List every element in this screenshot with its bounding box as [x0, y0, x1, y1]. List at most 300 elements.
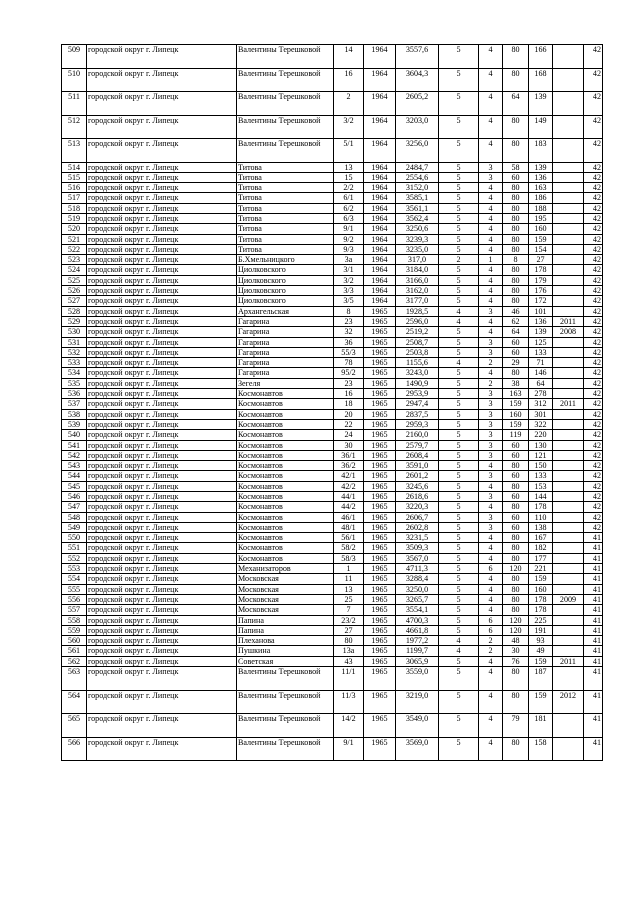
repair-year-cell [553, 368, 584, 378]
residents-cell: 181 [529, 714, 553, 738]
months-cell: 41 [584, 625, 603, 635]
repair-year-cell [553, 286, 584, 296]
floors-cell: 5 [439, 419, 479, 429]
entrances-cell: 6 [479, 564, 503, 574]
area-cell: 3250,0 [396, 584, 439, 594]
entrances-cell: 4 [479, 584, 503, 594]
house-number-cell: 46/1 [334, 512, 364, 522]
area-cell: 2579,7 [396, 440, 439, 450]
municipality-cell: городской округ г. Липецк [87, 737, 237, 761]
house-number-cell: 95/2 [334, 368, 364, 378]
row-number-cell: 523 [62, 255, 87, 265]
build-year-cell: 1965 [364, 605, 396, 615]
row-number-cell: 560 [62, 636, 87, 646]
street-cell: Московская [237, 605, 334, 615]
floors-cell: 5 [439, 450, 479, 460]
municipality-cell: городской округ г. Липецк [87, 667, 237, 691]
street-cell: Гагарина [237, 358, 334, 368]
row-number-cell: 565 [62, 714, 87, 738]
apartments-cell: 80 [503, 224, 529, 234]
row-number-cell: 516 [62, 183, 87, 193]
build-year-cell: 1965 [364, 471, 396, 481]
house-number-cell: 36/1 [334, 450, 364, 460]
street-cell: Космонавтов [237, 471, 334, 481]
municipality-cell: городской округ г. Липецк [87, 347, 237, 357]
entrances-cell: 3 [479, 409, 503, 419]
build-year-cell: 1964 [364, 265, 396, 275]
area-cell: 3585,1 [396, 193, 439, 203]
months-cell: 42 [584, 409, 603, 419]
table-row [62, 584, 603, 594]
residents-cell: 101 [529, 306, 553, 316]
repair-year-cell [553, 512, 584, 522]
area-cell: 3177,0 [396, 296, 439, 306]
municipality-cell: городской округ г. Липецк [87, 564, 237, 574]
street-cell: Б.Хмельницкого [237, 255, 334, 265]
area-cell: 3265,7 [396, 594, 439, 604]
row-number-cell: 525 [62, 275, 87, 285]
build-year-cell: 1964 [364, 296, 396, 306]
build-year-cell: 1965 [364, 399, 396, 409]
area-cell: 2947,4 [396, 399, 439, 409]
build-year-cell: 1965 [364, 481, 396, 491]
area-cell: 3243,0 [396, 368, 439, 378]
floors-cell: 2 [439, 255, 479, 265]
apartments-cell: 159 [503, 419, 529, 429]
house-number-cell: 25 [334, 594, 364, 604]
municipality-cell: городской округ г. Липецк [87, 553, 237, 563]
row-number-cell: 556 [62, 594, 87, 604]
row-number-cell: 545 [62, 481, 87, 491]
house-number-cell: 3/5 [334, 296, 364, 306]
residents-cell: 93 [529, 636, 553, 646]
entrances-cell: 4 [479, 605, 503, 615]
municipality-cell: городской округ г. Липецк [87, 656, 237, 666]
floors-cell: 5 [439, 115, 479, 139]
row-number-cell: 532 [62, 347, 87, 357]
area-cell: 1977,2 [396, 636, 439, 646]
street-cell: Титова [237, 203, 334, 213]
house-number-cell: 32 [334, 327, 364, 337]
months-cell: 42 [584, 430, 603, 440]
floors-cell: 5 [439, 389, 479, 399]
area-cell: 2837,5 [396, 409, 439, 419]
house-number-cell: 13 [334, 584, 364, 594]
house-number-cell: 3/2 [334, 275, 364, 285]
entrances-cell: 4 [479, 139, 503, 163]
residents-cell: 221 [529, 564, 553, 574]
repair-year-cell [553, 306, 584, 316]
repair-year-cell [553, 584, 584, 594]
build-year-cell: 1964 [364, 213, 396, 223]
residents-cell: 177 [529, 553, 553, 563]
house-number-cell: 13 [334, 162, 364, 172]
street-cell: Московская [237, 584, 334, 594]
municipality-cell: городской округ г. Липецк [87, 461, 237, 471]
residents-cell: 144 [529, 492, 553, 502]
months-cell: 42 [584, 461, 603, 471]
municipality-cell: городской округ г. Липецк [87, 440, 237, 450]
street-cell: Космонавтов [237, 409, 334, 419]
apartments-cell: 80 [503, 286, 529, 296]
entrances-cell: 2 [479, 378, 503, 388]
area-cell: 2601,2 [396, 471, 439, 481]
area-cell: 3549,0 [396, 714, 439, 738]
months-cell: 41 [584, 667, 603, 691]
apartments-cell: 80 [503, 543, 529, 553]
municipality-cell: городской округ г. Липецк [87, 450, 237, 460]
entrances-cell: 4 [479, 574, 503, 584]
months-cell: 41 [584, 574, 603, 584]
months-cell: 42 [584, 286, 603, 296]
area-cell: 2959,3 [396, 419, 439, 429]
table-row [62, 115, 603, 139]
table-row [62, 471, 603, 481]
repair-year-cell [553, 440, 584, 450]
build-year-cell: 1965 [364, 553, 396, 563]
street-cell: Московская [237, 574, 334, 584]
municipality-cell: городской округ г. Липецк [87, 139, 237, 163]
street-cell: Космонавтов [237, 522, 334, 532]
table-row [62, 68, 603, 92]
area-cell: 2596,0 [396, 316, 439, 326]
months-cell: 42 [584, 471, 603, 481]
municipality-cell: городской округ г. Липецк [87, 646, 237, 656]
floors-cell: 5 [439, 605, 479, 615]
street-cell: Папина [237, 615, 334, 625]
entrances-cell: 4 [479, 543, 503, 553]
build-year-cell: 1965 [364, 389, 396, 399]
build-year-cell: 1965 [364, 378, 396, 388]
area-cell: 3557,6 [396, 45, 439, 69]
repair-year-cell [553, 234, 584, 244]
street-cell: Титова [237, 193, 334, 203]
apartments-cell: 80 [503, 594, 529, 604]
months-cell: 42 [584, 450, 603, 460]
apartments-cell: 80 [503, 296, 529, 306]
entrances-cell: 3 [479, 430, 503, 440]
area-cell: 3203,0 [396, 115, 439, 139]
municipality-cell: городской округ г. Липецк [87, 213, 237, 223]
municipality-cell: городской округ г. Липецк [87, 615, 237, 625]
house-number-cell: 6/1 [334, 193, 364, 203]
area-cell: 4661,8 [396, 625, 439, 635]
area-cell: 3239,3 [396, 234, 439, 244]
months-cell: 41 [584, 553, 603, 563]
apartments-cell: 79 [503, 714, 529, 738]
table-row [62, 646, 603, 656]
municipality-cell: городской округ г. Липецк [87, 605, 237, 615]
floors-cell: 5 [439, 139, 479, 163]
area-cell: 2602,8 [396, 522, 439, 532]
table-row [62, 45, 603, 69]
floors-cell: 5 [439, 667, 479, 691]
area-cell: 3152,0 [396, 183, 439, 193]
area-cell: 3245,6 [396, 481, 439, 491]
floors-cell: 5 [439, 224, 479, 234]
entrances-cell: 4 [479, 92, 503, 116]
apartments-cell: 64 [503, 92, 529, 116]
row-number-cell: 554 [62, 574, 87, 584]
street-cell: Архангельская [237, 306, 334, 316]
build-year-cell: 1965 [364, 512, 396, 522]
area-cell: 3235,0 [396, 244, 439, 254]
row-number-cell: 542 [62, 450, 87, 460]
repair-year-cell [553, 492, 584, 502]
apartments-cell: 80 [503, 244, 529, 254]
entrances-cell: 3 [479, 522, 503, 532]
municipality-cell: городской округ г. Липецк [87, 522, 237, 532]
house-number-cell: 42/1 [334, 471, 364, 481]
residents-cell: 178 [529, 265, 553, 275]
street-cell: Космонавтов [237, 553, 334, 563]
entrances-cell: 4 [479, 368, 503, 378]
house-number-cell: 6/2 [334, 203, 364, 213]
residents-cell: 64 [529, 378, 553, 388]
repair-year-cell [553, 162, 584, 172]
build-year-cell: 1965 [364, 574, 396, 584]
apartments-cell: 60 [503, 337, 529, 347]
area-cell: 3561,1 [396, 203, 439, 213]
entrances-cell: 4 [479, 183, 503, 193]
floors-cell: 5 [439, 203, 479, 213]
build-year-cell: 1965 [364, 584, 396, 594]
apartments-cell: 58 [503, 162, 529, 172]
table-row [62, 625, 603, 635]
table-row [62, 162, 603, 172]
table-row [62, 193, 603, 203]
residents-cell: 150 [529, 461, 553, 471]
residents-cell: 322 [529, 419, 553, 429]
build-year-cell: 1964 [364, 224, 396, 234]
area-cell: 1199,7 [396, 646, 439, 656]
table-row [62, 512, 603, 522]
repair-year-cell: 2011 [553, 399, 584, 409]
floors-cell: 5 [439, 378, 479, 388]
table-row [62, 378, 603, 388]
house-number-cell: 11 [334, 574, 364, 584]
months-cell: 41 [584, 690, 603, 714]
residents-cell: 178 [529, 605, 553, 615]
table-row [62, 419, 603, 429]
municipality-cell: городской округ г. Липецк [87, 275, 237, 285]
row-number-cell: 550 [62, 533, 87, 543]
repair-year-cell [553, 244, 584, 254]
build-year-cell: 1965 [364, 646, 396, 656]
house-number-cell: 3/1 [334, 265, 364, 275]
row-number-cell: 553 [62, 564, 87, 574]
build-year-cell: 1964 [364, 203, 396, 213]
build-year-cell: 1964 [364, 172, 396, 182]
residents-cell: 195 [529, 213, 553, 223]
municipality-cell: городской округ г. Липецк [87, 45, 237, 69]
municipality-cell: городской округ г. Липецк [87, 502, 237, 512]
residents-cell: 178 [529, 594, 553, 604]
months-cell: 42 [584, 306, 603, 316]
street-cell: Космонавтов [237, 512, 334, 522]
repair-year-cell [553, 737, 584, 761]
apartments-cell: 80 [503, 553, 529, 563]
house-number-cell: 16 [334, 389, 364, 399]
table-row [62, 389, 603, 399]
table-row [62, 203, 603, 213]
months-cell: 41 [584, 584, 603, 594]
apartments-cell: 120 [503, 625, 529, 635]
row-number-cell: 557 [62, 605, 87, 615]
entrances-cell: 4 [479, 502, 503, 512]
floors-cell: 5 [439, 327, 479, 337]
residents-cell: 220 [529, 430, 553, 440]
apartments-cell: 80 [503, 234, 529, 244]
entrances-cell: 4 [479, 45, 503, 69]
build-year-cell: 1964 [364, 68, 396, 92]
house-number-cell: 44/2 [334, 502, 364, 512]
street-cell: Гагарина [237, 327, 334, 337]
row-number-cell: 519 [62, 213, 87, 223]
table-row [62, 430, 603, 440]
row-number-cell: 515 [62, 172, 87, 182]
repair-year-cell [553, 224, 584, 234]
table-row [62, 615, 603, 625]
floors-cell: 5 [439, 45, 479, 69]
repair-year-cell [553, 553, 584, 563]
area-cell: 4711,3 [396, 564, 439, 574]
months-cell: 41 [584, 605, 603, 615]
floors-cell: 4 [439, 646, 479, 656]
months-cell: 42 [584, 213, 603, 223]
residents-cell: 149 [529, 115, 553, 139]
street-cell: Зегеля [237, 378, 334, 388]
months-cell: 42 [584, 224, 603, 234]
floors-cell: 4 [439, 316, 479, 326]
floors-cell: 5 [439, 553, 479, 563]
build-year-cell: 1965 [364, 636, 396, 646]
table-row [62, 316, 603, 326]
house-number-cell: 6/3 [334, 213, 364, 223]
street-cell: Валентины Терешковой [237, 139, 334, 163]
entrances-cell: 2 [479, 636, 503, 646]
municipality-cell: городской округ г. Липецк [87, 574, 237, 584]
table-row [62, 183, 603, 193]
build-year-cell: 1965 [364, 564, 396, 574]
row-number-cell: 549 [62, 522, 87, 532]
apartments-cell: 60 [503, 471, 529, 481]
apartments-cell: 48 [503, 636, 529, 646]
row-number-cell: 558 [62, 615, 87, 625]
house-number-cell: 9/1 [334, 737, 364, 761]
residents-cell: 191 [529, 625, 553, 635]
entrances-cell: 2 [479, 646, 503, 656]
apartments-cell: 60 [503, 492, 529, 502]
table-row [62, 656, 603, 666]
municipality-cell: городской округ г. Липецк [87, 690, 237, 714]
repair-year-cell [553, 450, 584, 460]
street-cell: Космонавтов [237, 492, 334, 502]
row-number-cell: 527 [62, 296, 87, 306]
residents-cell: 146 [529, 368, 553, 378]
residents-cell: 133 [529, 471, 553, 481]
floors-cell: 5 [439, 690, 479, 714]
build-year-cell: 1965 [364, 450, 396, 460]
entrances-cell: 3 [479, 389, 503, 399]
build-year-cell: 1965 [364, 316, 396, 326]
house-number-cell: 14 [334, 45, 364, 69]
apartments-cell: 30 [503, 646, 529, 656]
repair-year-cell [553, 714, 584, 738]
floors-cell: 5 [439, 574, 479, 584]
house-number-cell: 42/2 [334, 481, 364, 491]
street-cell: Гагарина [237, 316, 334, 326]
residents-cell: 225 [529, 615, 553, 625]
street-cell: Космонавтов [237, 450, 334, 460]
apartments-cell: 80 [503, 461, 529, 471]
municipality-cell: городской округ г. Липецк [87, 183, 237, 193]
table-row [62, 306, 603, 316]
street-cell: Валентины Терешковой [237, 92, 334, 116]
repair-year-cell [553, 193, 584, 203]
house-number-cell: 2/2 [334, 183, 364, 193]
build-year-cell: 1965 [364, 347, 396, 357]
floors-cell: 5 [439, 471, 479, 481]
house-number-cell: 11/3 [334, 690, 364, 714]
months-cell: 42 [584, 502, 603, 512]
municipality-cell: городской округ г. Липецк [87, 714, 237, 738]
row-number-cell: 548 [62, 512, 87, 522]
area-cell: 3250,6 [396, 224, 439, 234]
floors-cell: 5 [439, 737, 479, 761]
build-year-cell: 1965 [364, 714, 396, 738]
municipality-cell: городской округ г. Липецк [87, 512, 237, 522]
build-year-cell: 1965 [364, 533, 396, 543]
entrances-cell: 4 [479, 533, 503, 543]
months-cell: 41 [584, 564, 603, 574]
street-cell: Титова [237, 162, 334, 172]
street-cell: Космонавтов [237, 543, 334, 553]
repair-year-cell [553, 625, 584, 635]
build-year-cell: 1965 [364, 358, 396, 368]
floors-cell: 5 [439, 502, 479, 512]
entrances-cell: 4 [479, 296, 503, 306]
entrances-cell: 3 [479, 450, 503, 460]
floors-cell: 5 [439, 409, 479, 419]
months-cell: 42 [584, 234, 603, 244]
house-number-cell: 5/1 [334, 139, 364, 163]
area-cell: 3288,4 [396, 574, 439, 584]
apartments-cell: 159 [503, 399, 529, 409]
build-year-cell: 1965 [364, 625, 396, 635]
area-cell: 3231,5 [396, 533, 439, 543]
months-cell: 42 [584, 45, 603, 69]
house-number-cell: 78 [334, 358, 364, 368]
street-cell: Космонавтов [237, 481, 334, 491]
residents-cell: 159 [529, 234, 553, 244]
municipality-cell: городской округ г. Липецк [87, 162, 237, 172]
entrances-cell: 4 [479, 193, 503, 203]
area-cell: 2608,4 [396, 450, 439, 460]
months-cell: 41 [584, 737, 603, 761]
table-row [62, 543, 603, 553]
entrances-cell: 6 [479, 615, 503, 625]
row-number-cell: 530 [62, 327, 87, 337]
months-cell: 42 [584, 440, 603, 450]
repair-year-cell [553, 574, 584, 584]
apartments-cell: 60 [503, 450, 529, 460]
build-year-cell: 1964 [364, 92, 396, 116]
repair-year-cell [553, 45, 584, 69]
table-row [62, 358, 603, 368]
build-year-cell: 1965 [364, 440, 396, 450]
street-cell: Космонавтов [237, 440, 334, 450]
